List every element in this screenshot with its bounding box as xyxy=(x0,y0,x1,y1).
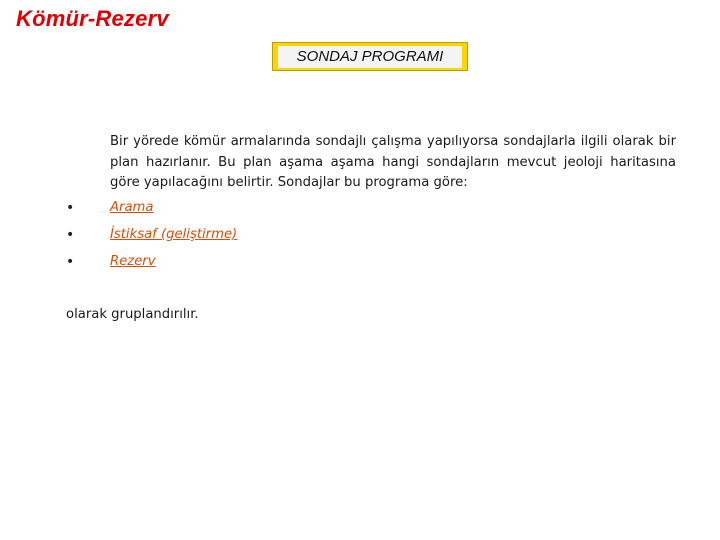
bullet-dot-icon: • xyxy=(66,254,75,270)
subtitle-text: SONDAJ PROGRAMI xyxy=(278,46,462,68)
slide-title: Kömür-Rezerv xyxy=(16,6,169,31)
conclusion-text: olarak gruplandırılır. xyxy=(66,307,199,322)
subtitle-box xyxy=(272,42,468,71)
bullet-dot-icon: • xyxy=(66,227,75,243)
bullet-link-istiksaf[interactable]: İstiksaf (geliştirme) xyxy=(110,227,238,242)
bullet-dot-icon: • xyxy=(66,200,75,216)
bullet-link-arama[interactable]: Arama xyxy=(110,200,154,215)
bullet-link-rezerv[interactable]: Rezerv xyxy=(110,254,156,269)
intro-paragraph: Bir yörede kömür armalarında sondajlı çalışma yapılıyorsa sondajlarla ilgili olarak bir plan hazırlanır. Bu plan aşama aşama hangi sondajların mevcut jeoloji haritasına göre yapılacağını belirtir. Sondajlar bu programa göre: xyxy=(110,134,676,190)
